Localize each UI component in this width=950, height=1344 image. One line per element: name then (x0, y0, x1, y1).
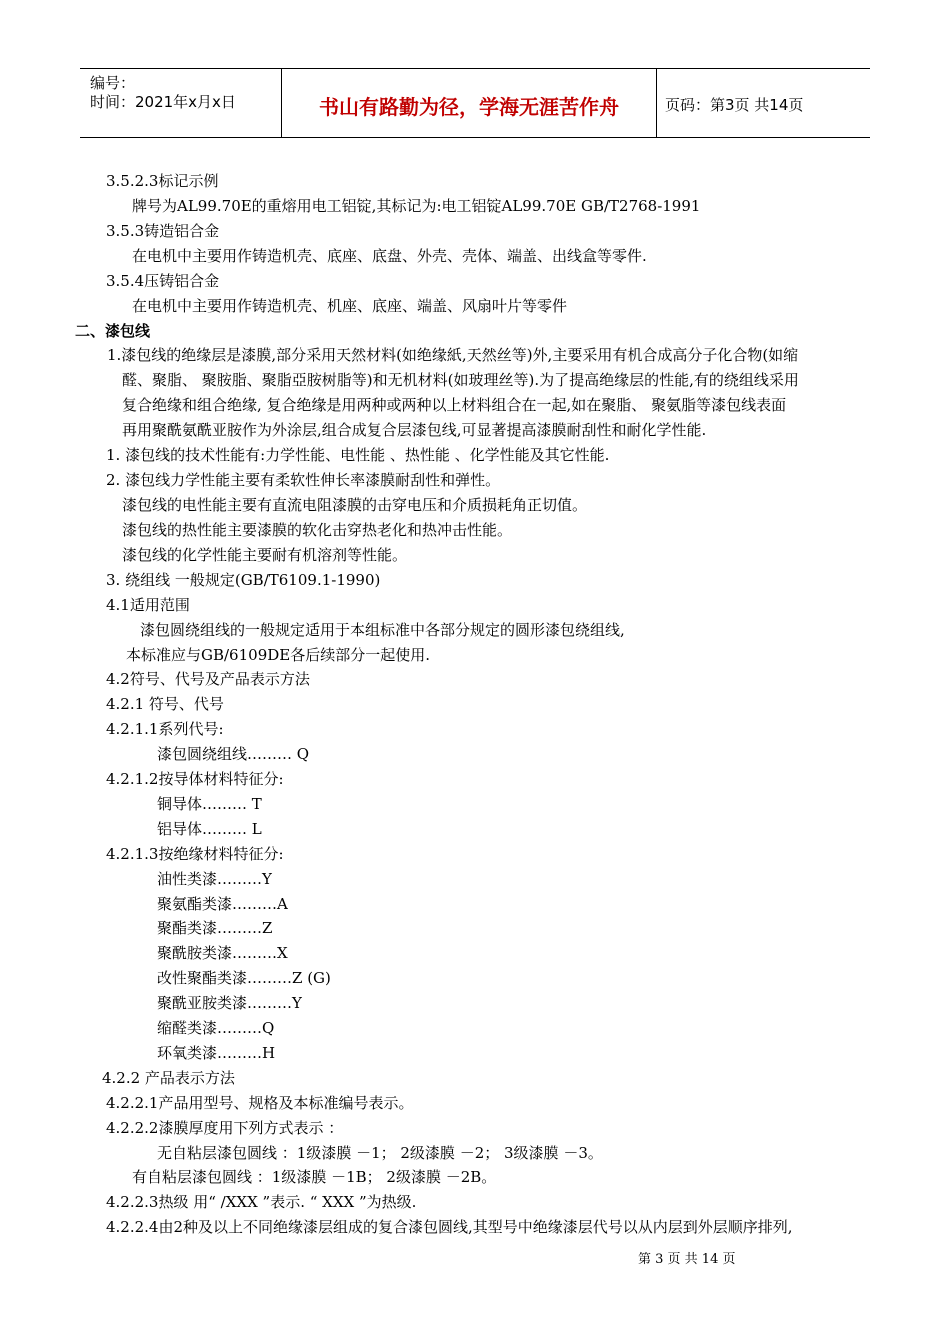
list-item: 2. 漆包线力学性能主要有柔软性伸长率漆膜耐刮性和弹性。 (106, 471, 501, 489)
section-heading-enameled-wire: 二、漆包线 (75, 322, 151, 340)
code-list-item: 改性聚酯类漆………Z (G) (157, 969, 331, 987)
page-number: 页码：第3页 共14页 (665, 96, 804, 114)
paragraph-line: 在电机中主要用作铸造机壳、机座、底座、端盖、风扇叶片等零件 (132, 297, 568, 315)
heading-4-2-1-3: 4.2.1.3按绝缘材料特征分: (106, 845, 284, 863)
code-list-item: 聚酰亚胺类漆………Y (157, 994, 302, 1012)
code-list-item: 聚氨酯类漆………A (157, 895, 288, 913)
paragraph-line: 再用聚酰氨酰亚胺作为外涂层,组合成复合层漆包线,可显著提高漆膜耐刮性和耐化学性能. (122, 421, 707, 439)
paragraph-line: 有自粘层漆包圆线 ：1级漆膜 －1B； 2级漆膜 －2B。 (132, 1168, 497, 1186)
code-list-item: 缩醛类漆………Q (157, 1019, 275, 1037)
heading-4-2-2: 4.2.2 产品表示方法 (102, 1069, 235, 1087)
code-list-item: 油性类漆………Y (157, 870, 272, 888)
date: 时间：2021年x月x日 (90, 93, 236, 111)
paragraph-line: 漆包线的热性能主要漆膜的软化击穿热老化和热冲击性能。 (122, 521, 513, 539)
code-list-item: 聚酯类漆………Z (157, 919, 273, 937)
paragraph-line: 漆包线的化学性能主要耐有机溶剂等性能。 (122, 546, 408, 564)
paragraph-line: 漆包线的电性能主要有直流电阻漆膜的击穿电压和介质损耗角正切值。 (122, 496, 588, 514)
heading-3-5-3: 3.5.3铸造铝合金 (106, 222, 220, 240)
heading-4-2: 4.2符号、代号及产品表示方法 (106, 670, 310, 688)
list-item: 1. 漆包线的技术性能有:力学性能、电性能 、热性能 、化学性能及其它性能. (106, 446, 610, 464)
paragraph-line: 无自粘层漆包圆线 ：1级漆膜 －1； 2级漆膜 －2； 3级漆膜 －3。 (157, 1144, 603, 1162)
paragraph-line: 在电机中主要用作铸造机壳、底座、底盘、外壳、壳体、端盖、出线盒等零件. (132, 247, 647, 265)
paragraph-line: 复合绝缘和组合绝缘, 复合绝缘是用两种或两种以上材料组合在一起,如在聚脂、 聚氨脂等漆包线表面 (122, 396, 787, 414)
code-list-item: 漆包圆绕组线……… Q (157, 745, 310, 763)
list-item: 3. 绕组线 一般规定(GB/T6109.1-1990) (106, 571, 381, 589)
paragraph-line: 醛、聚脂、 聚胺脂、聚脂亞胺树脂等)和无机材料(如玻理丝等).为了提高绝缘层的性能,有的绕组线采用 (122, 371, 799, 389)
heading-4-1: 4.1适用范围 (106, 596, 190, 614)
heading-4-2-2-4: 4.2.2.4由2种及以上不同绝缘漆层组成的复合漆包圆线,其型号中绝缘漆层代号以从内层到外层顺序排列, (106, 1218, 793, 1236)
code-list-item: 铝导体……… L (157, 820, 262, 838)
heading-4-2-1-2: 4.2.1.2按导体材料特征分: (106, 770, 284, 788)
heading-3-5-4: 3.5.4压铸铝合金 (106, 272, 220, 290)
serial-number: 编号： (90, 74, 136, 92)
paragraph-line: 漆包圆绕组线的一般规定适用于本组标准中各部分规定的圆形漆包绕组线, (140, 621, 625, 639)
page-footer: 第 3 页 共 14 页 (638, 1252, 736, 1267)
heading-3-5-2-3: 3.5.2.3标记示例 (106, 172, 219, 190)
page-header (80, 68, 870, 138)
code-list-item: 环氧类漆………H (157, 1044, 276, 1062)
paragraph-line: 1.漆包线的绝缘层是漆膜,部分采用天然材料(如绝缘紙,天然丝等)外,主要采用有机合成高分子化合物(如缩 (107, 346, 799, 364)
heading-4-2-1: 4.2.1 符号、代号 (106, 695, 224, 713)
motto: 书山有路勤为径，学海无涯苦作舟 (319, 95, 619, 119)
paragraph-line: 牌号为AL99.70E的重熔用电工铝锭,其标记为:电工铝锭AL99.70E GB/T2768-1991 (132, 197, 701, 215)
code-list-item: 聚酰胺类漆………X (157, 944, 288, 962)
heading-4-2-1-1: 4.2.1.1系列代号: (106, 720, 224, 738)
code-list-item: 铜导体……… T (157, 795, 262, 813)
heading-4-2-2-2: 4.2.2.2漆膜厚度用下列方式表示 ： (106, 1119, 344, 1137)
header-motto-cell (282, 69, 657, 137)
paragraph-line: 本标准应与GB/6109DE各后续部分一起使用. (126, 646, 430, 664)
heading-4-2-2-3: 4.2.2.3热级 用“ /XXX ”表示. “ XXX ”为热级. (106, 1193, 417, 1211)
header-info-cell (80, 69, 282, 137)
header-page-cell (657, 69, 870, 137)
heading-4-2-2-1: 4.2.2.1产品用型号、规格及本标准编号表示。 (106, 1094, 414, 1112)
